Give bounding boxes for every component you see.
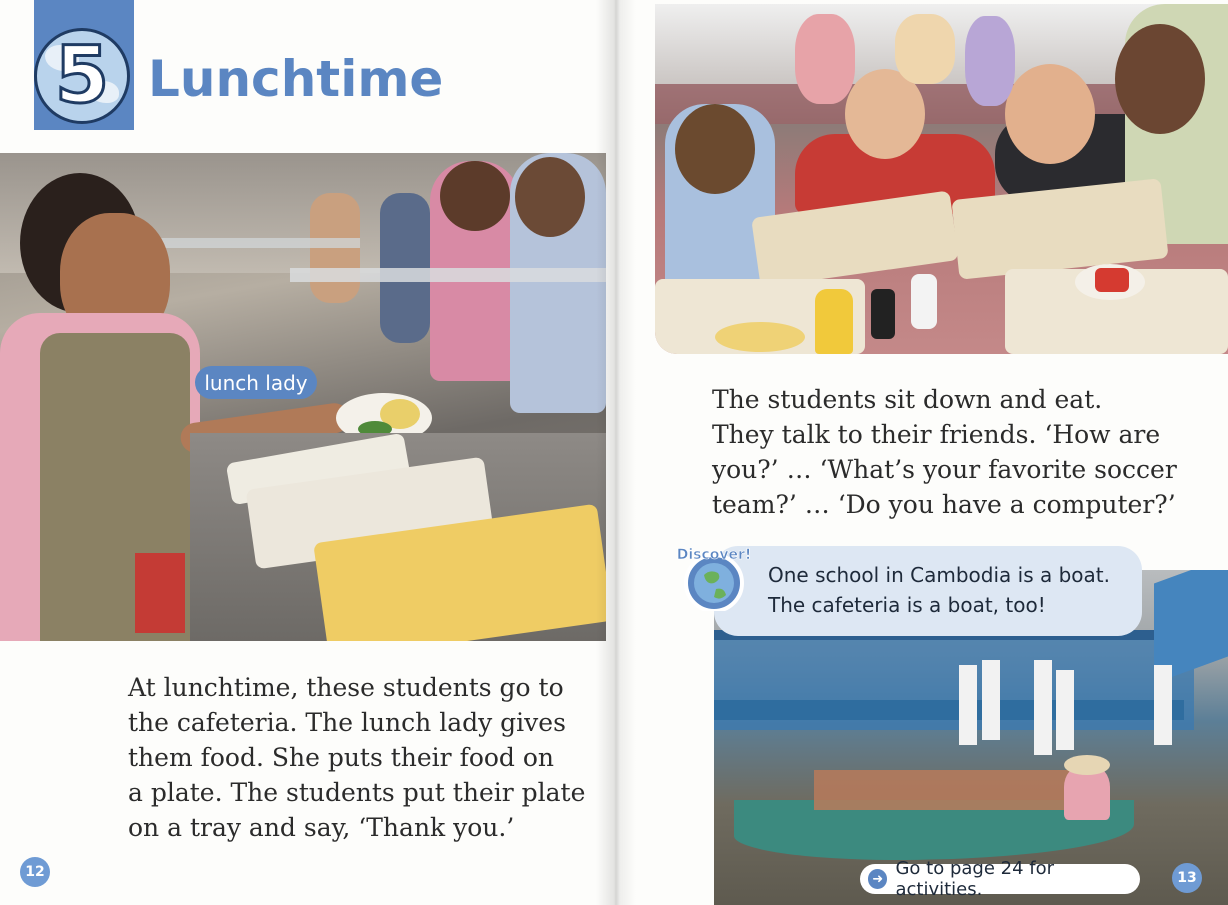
arrow-right-icon: ➜: [868, 869, 887, 889]
page-number-right: 13: [1172, 863, 1202, 893]
discover-text: One school in Cambodia is a boat. The cafeteria is a boat, too!: [768, 563, 1110, 617]
students-eating-photo: [655, 4, 1228, 354]
right-body-text: The students sit down and eat. They talk to their friends. ‘How are you?’ … ‘What’s your favorite soccer team?’ … ‘Do you have a computer?’: [712, 385, 1177, 519]
activity-link[interactable]: [860, 858, 1140, 900]
chapter-number: 5: [54, 31, 110, 121]
lunch-lady-label: lunch lady: [195, 366, 317, 399]
discover-globe-icon: [668, 545, 760, 611]
left-body-text: At lunchtime, these students go to the cafeteria. The lunch lady gives them food. She puts their food on a plate. The students put their plate on a tray and say, ‘Thank you.’: [128, 673, 586, 842]
page-number-left: 12: [20, 857, 50, 887]
chapter-badge: [34, 28, 130, 124]
chapter-title: Lunchtime: [148, 50, 444, 108]
activity-link-label: Go to page 24 for activities.: [895, 858, 1054, 900]
discover-badge-text: Discover!: [676, 547, 752, 563]
